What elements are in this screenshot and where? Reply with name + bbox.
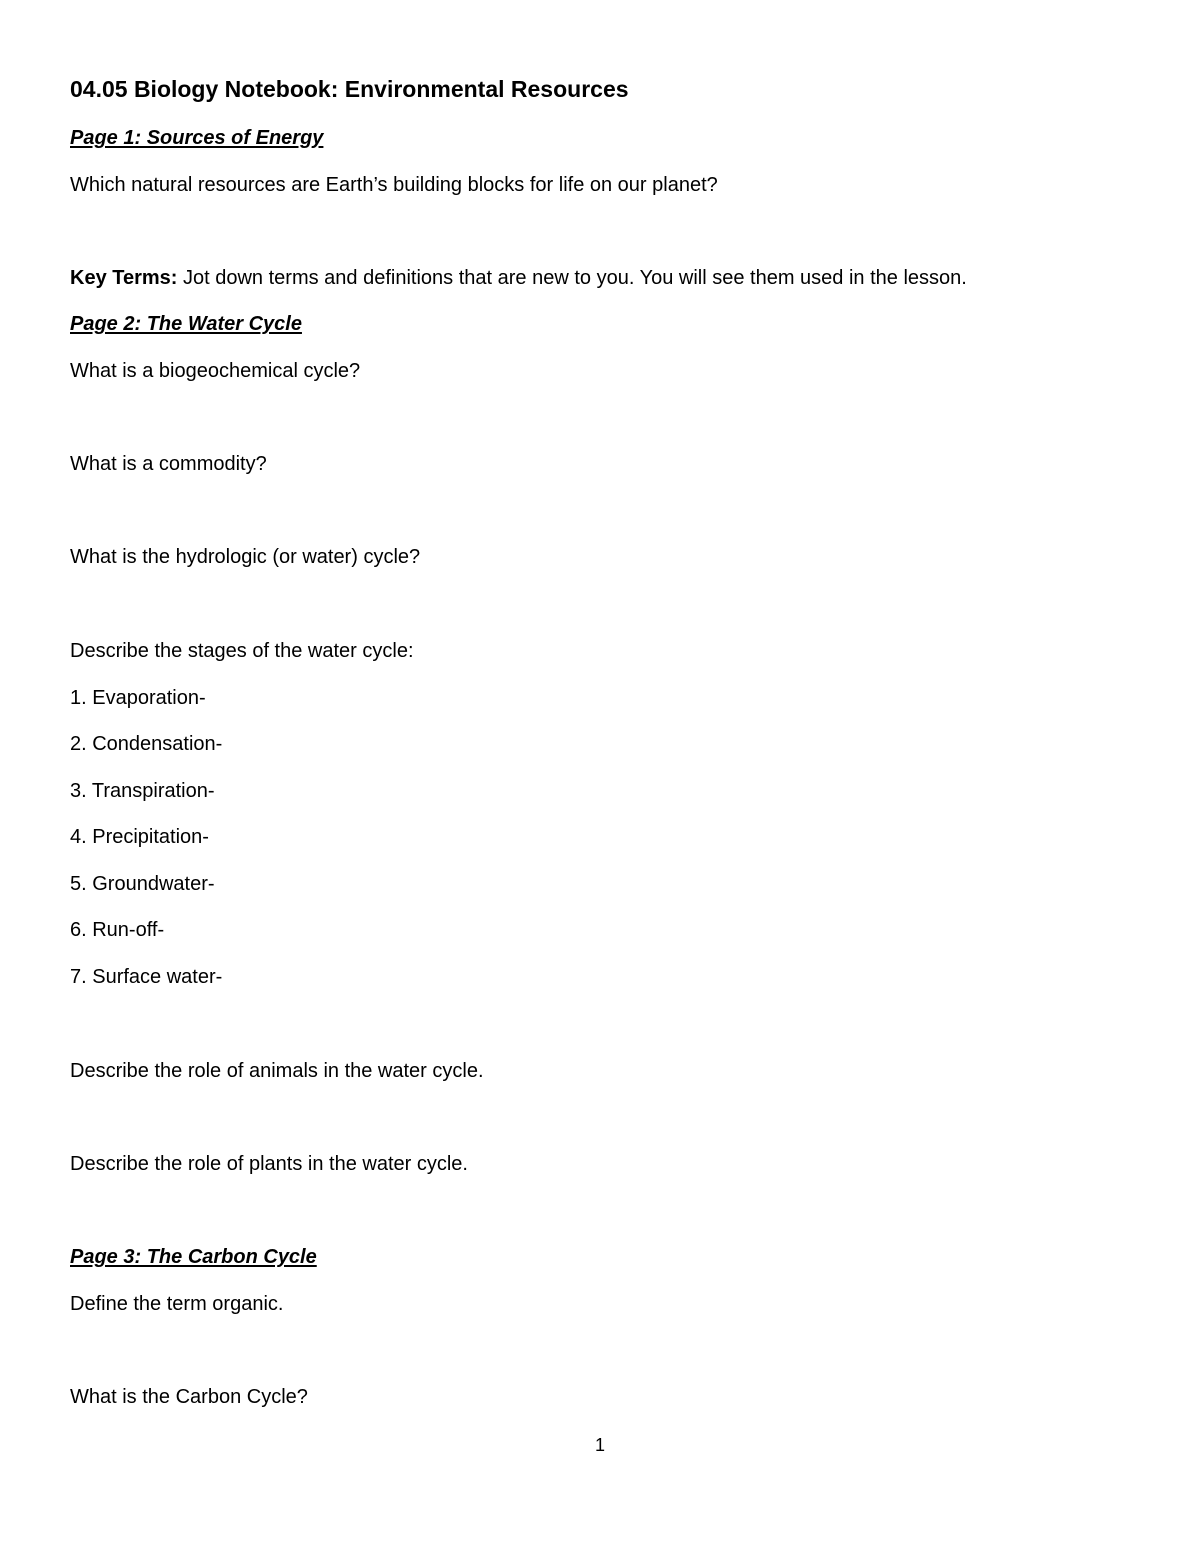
question-natural-resources: Which natural resources are Earth’s building blocks for life on our planet? <box>70 174 718 196</box>
section-heading-carbon-cycle: Page 3: The Carbon Cycle <box>70 1246 317 1268</box>
water-cycle-stages-prompt: Describe the stages of the water cycle: <box>70 640 414 662</box>
stage-transpiration: 3. Transpiration- <box>70 780 215 802</box>
key-terms-line <box>70 266 967 290</box>
section-heading-water-cycle: Page 2: The Water Cycle <box>70 313 302 335</box>
stage-groundwater: 5. Groundwater- <box>70 873 215 895</box>
question-hydrologic-cycle: What is the hydrologic (or water) cycle? <box>70 546 421 568</box>
stage-condensation: 2. Condensation- <box>70 733 223 755</box>
question-role-of-animals: Describe the role of animals in the water cycle. <box>70 1060 484 1082</box>
document-title: 04.05 Biology Notebook: Environmental Resources <box>70 76 629 102</box>
question-carbon-cycle: What is the Carbon Cycle? <box>70 1386 308 1408</box>
key-terms-label: Key Terms: <box>70 267 178 289</box>
question-role-of-plants: Describe the role of plants in the water cycle. <box>70 1153 468 1175</box>
question-commodity: What is a commodity? <box>70 453 267 475</box>
page-number: 1 <box>594 1435 605 1455</box>
stage-surface-water: 7. Surface water- <box>70 966 223 988</box>
question-define-organic: Define the term organic. <box>70 1293 284 1315</box>
stage-run-off: 6. Run-off- <box>70 919 165 941</box>
stage-evaporation: 1. Evaporation- <box>70 687 206 709</box>
stage-precipitation: 4. Precipitation- <box>70 826 209 848</box>
question-biogeochemical-cycle: What is a biogeochemical cycle? <box>70 360 361 382</box>
section-heading-sources-of-energy: Page 1: Sources of Energy <box>70 127 324 149</box>
key-terms-instructions: Jot down terms and definitions that are new to you. You will see them used in the lesson. <box>177 267 967 289</box>
